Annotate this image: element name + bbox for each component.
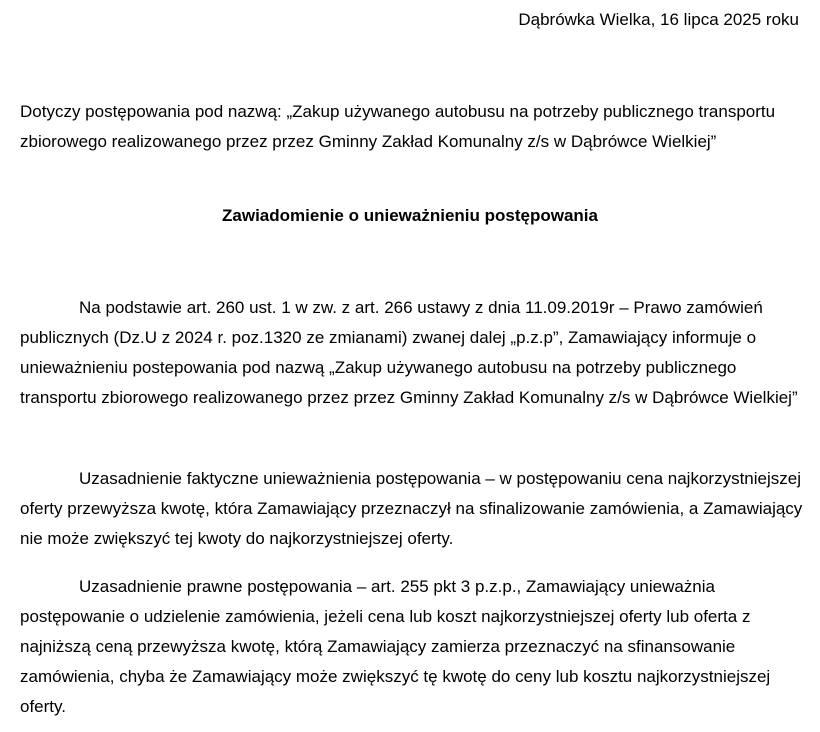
paragraph-factual-justification: Uzasadnienie faktyczne unieważnienia postępowania – w postępowaniu cena najkorzystniejszej oferty przewyższa kwotę, która Zamawiający przeznaczył na sfinalizowanie zamówienia, a Zamawiający nie może zwiększyć tej kwoty do najkorzystniejszej oferty. [20, 469, 803, 548]
place-and-date: Dąbrówka Wielka, 16 lipca 2025 roku [518, 10, 799, 29]
subject-line: Dotyczy postępowania pod nazwą: „Zakup używanego autobusu na potrzeby publicznego transportu zbiorowego realizowanego przez przez Gminny Zakład Komunalny z/s w Dąbrówce Wielkiej” [20, 102, 776, 151]
paragraph-legal-justification: Uzasadnienie prawne postępowania – art. 255 pkt 3 p.z.p., Zamawiający unieważnia postępowanie o udzielenie zamówienia, jeżeli cena lub koszt najkorzystniejszej oferty lub oferta z najniższą ceną przewyższa kwotę, którą Zamawiający zamierza przeznaczyć na sfinansowanie zamówienia, chyba że Zamawiający może zwiększyć tę kwotę do ceny lub kosztu najkorzystniejszej oferty. [20, 577, 771, 716]
paragraph-legal-basis: Na podstawie art. 260 ust. 1 w zw. z art. 266 ustawy z dnia 11.09.2019r – Prawo zamówień publicznych (Dz.U z 2024 r. poz.1320 ze zmianami) zwanej dalej „p.z.p”, Zamawiający informuje o unieważnieniu postepowania pod nazwą „Zakup używanego autobusu na potrzeby publicznego transportu zbiorowego realizowanego przez przez Gminny Zakład Komunalny z/s w Dąbrówce Wielkiej” [20, 298, 798, 407]
notice-title: Zawiadomienie o unieważnieniu postępowania [222, 206, 598, 225]
